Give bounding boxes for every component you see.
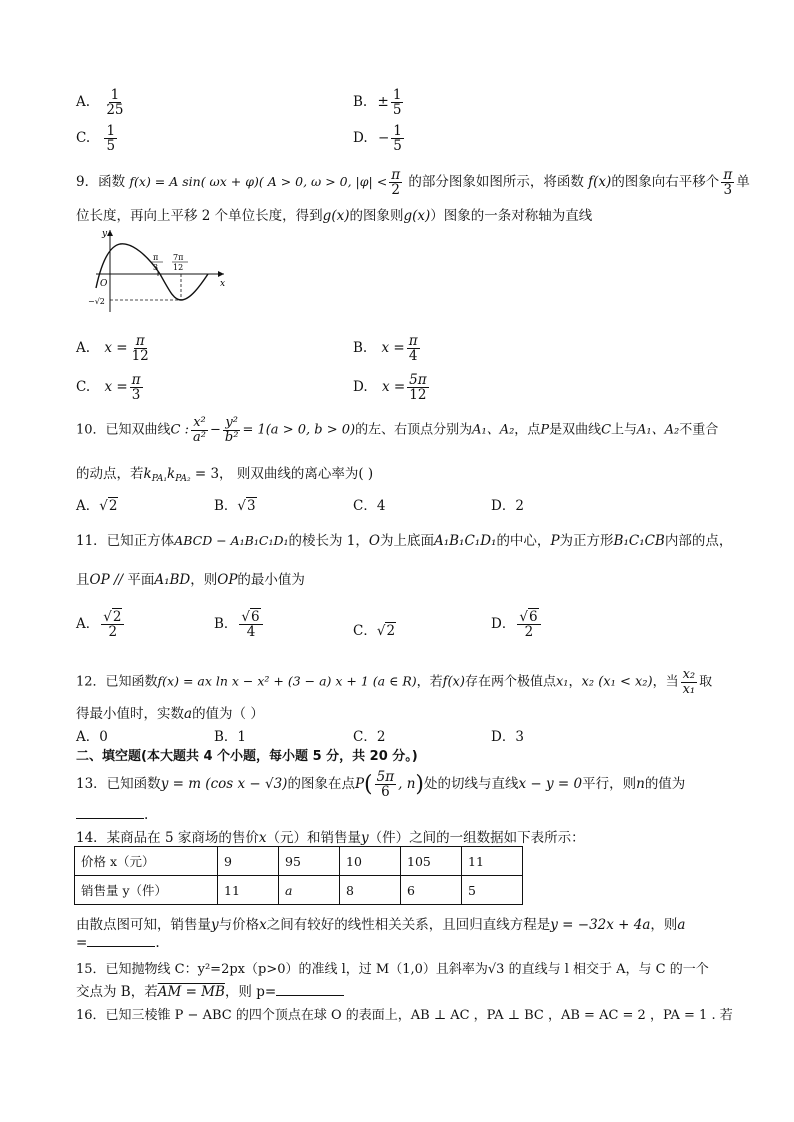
q10-line2: 的动点，若$k_{PA_1}k_{PA_2} = 3$， 则双曲线的离心率为( ) (76, 466, 374, 484)
table-cell: 价格 x（元） (75, 847, 218, 876)
table-cell: 95 (279, 847, 340, 876)
table-cell: 销售量 y（件） (75, 876, 218, 905)
q8-option-a: A. $\frac{1}{25}$ (76, 87, 124, 119)
tick2-num: 7π (173, 253, 184, 262)
graph-x-label: x (220, 279, 226, 289)
q10-line1: 10．已知双曲线C : $\frac{\text{x²}}{\text{a²}}$ − $\frac{\text{y²}}{\text{b²}}$ = 1(a > 0, b > 0)的左、右顶点分别为A₁、A₂，点P是双曲线C上与A₁、A₂不重合 (76, 415, 719, 445)
sine-curve (96, 244, 208, 300)
q15-line1: 15．已知抛物线 C：y²=2px（p>0）的准线 l，过 M（1,0）且斜率为√3 的直线与 l 相交于 A，与 C 的一个 (76, 962, 709, 977)
table-cell: 6 (401, 876, 462, 905)
section-heading: 二、填空题(本大题共 4 个小题，每小题 5 分，共 20 分。) (76, 749, 418, 764)
q11-option-b: B． $\frac{√6}{4}$ (214, 610, 265, 639)
q14-data-table (74, 846, 523, 905)
q10-option-d: D．2 (491, 498, 524, 514)
table-row (75, 876, 523, 905)
table-cell: 9 (218, 847, 279, 876)
table-cell: 11 (218, 876, 279, 905)
table-row (75, 847, 523, 876)
q13-blank[interactable]: . (76, 806, 148, 823)
q11-line1: 11．已知正方体ABCD − A₁B₁C₁D₁的棱长为 1，O为上底面A₁B₁C₁D₁的中心，P为正方形B₁C₁CB内部的点， (76, 533, 733, 549)
q9-line2: 位长度，再向上平移 2 个单位长度，得到g(x)的图象则g(x)）图象的一条对称轴为直线 (76, 208, 593, 224)
q11-option-d: D． $\frac{√6}{2}$ (491, 610, 543, 639)
q13-line1: 13．已知函数y = m (cos x − √3)的图象在点P( $\frac{5\pi}{6}$ , n)处的切线与直线x − y = 0平行，则n的值为 (76, 769, 686, 801)
tick1-num: π (153, 253, 159, 262)
q14-intro: 14．某商品在 5 家商场的售价x（元）和销售量y（件）之间的一组数据如下表所示： (76, 830, 585, 846)
q11-option-c: C．√2 (353, 623, 396, 639)
table-cell: 5 (462, 876, 523, 905)
tick1-den: 3 (153, 263, 159, 272)
q9-line1: 9．函数 f(x) = A sin( ωx + φ)( A > 0, ω > 0, |φ| < $\frac{\pi}{2}$ 的部分图象如图所示，将函数 f(x)的图象向右平移个 $\frac{\pi}{3}$ 单 (76, 167, 750, 199)
q12-option-b: B．1 (214, 729, 247, 745)
q10-option-c: C．4 (353, 498, 386, 514)
q9-option-d: D. x = $\frac{5\pi}{12}$ (353, 372, 427, 404)
tick2-den: 12 (173, 263, 184, 272)
q11-line2: 且OP // 平面A₁BD，则OP的最小值为 (76, 572, 305, 588)
q9-sine-graph (88, 226, 228, 316)
table-cell: 11 (462, 847, 523, 876)
q10-option-a: A．√2 (76, 498, 118, 514)
q8-option-b: B. ± $\frac{1}{5}$ (353, 87, 402, 119)
q16-line1: 16．已知三棱锥 P − ABC 的四个顶点在球 O 的表面上，AB ⊥ AC ，PA ⊥ BC ，AB = AC = 2 ，PA = 1 . 若 (76, 1008, 733, 1023)
q12-line2: 得最小值时，实数a的值为（ ） (76, 706, 264, 722)
q11-option-a: A． $\frac{√2}{2}$ (76, 610, 126, 639)
graph-y-label: y (102, 229, 108, 239)
table-cell: 10 (340, 847, 401, 876)
q14-blank[interactable]: = . (76, 935, 160, 951)
table-cell: 105 (401, 847, 462, 876)
q9-option-a: A. x = $\frac{\pi}{12}$ (76, 333, 149, 365)
q9-option-b: B. x = $\frac{\pi}{4}$ (353, 333, 418, 365)
q12-option-d: D．3 (491, 729, 524, 745)
q8-option-c: C. $\frac{1}{5}$ (76, 123, 116, 155)
q10-option-b: B．√3 (214, 498, 256, 514)
q14-after: 由散点图可知，销售量y与价格x之间有较好的线性相关关系，且回归直线方程是y = −32x + 4a，则a (76, 917, 686, 933)
q8-option-d: D. − $\frac{1}{5}$ (353, 123, 402, 155)
graph-origin: O (100, 279, 108, 289)
q15-line2: 交点为 B，若AM = MB，则 p= (76, 980, 344, 1000)
graph-min-label: −√2 (88, 297, 105, 306)
q12-line1: 12．已知函数f(x) = ax ln x − x² + (3 − a) x + 1 (a ∈ R)，若f(x)存在两个极值点x₁，x₂ (x₁ < x₂)，当 $\frac{\text{x₂}}{\text{x₁}}$ 取 (76, 667, 713, 697)
q9-option-c: C. x = $\frac{\pi}{3}$ (76, 372, 141, 404)
q12-option-a: A．0 (76, 729, 108, 745)
table-cell: a (279, 876, 340, 905)
table-cell: 8 (340, 876, 401, 905)
q12-option-c: C．2 (353, 729, 386, 745)
